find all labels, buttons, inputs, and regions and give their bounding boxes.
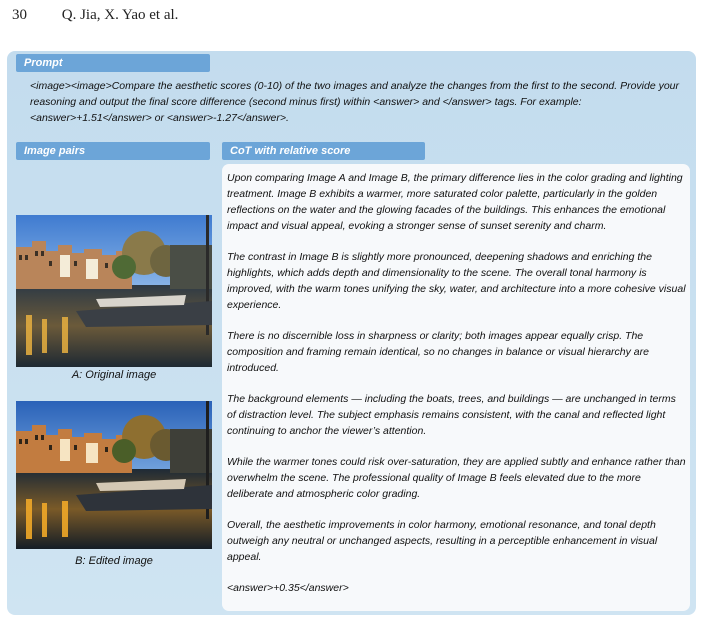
original-image (16, 215, 212, 367)
running-authors: Q. Jia, X. Yao et al. (61, 7, 179, 23)
cot-paragraph-3: There is no discernible loss in sharpness or clarity; both images appear equally crisp. The composition and framing remain identical, so no changes in balance or visual hierarchy are introduced. (227, 330, 649, 374)
cot-answer: <answer>+0.35</answer> (227, 582, 349, 594)
cot-paragraph-6: Overall, the aesthetic improvements in color harmony, emotional resonance, and tonal depth outweigh any neutral or unchanged aspects, resulting in a perceptible enhancement in visual appeal. (227, 519, 658, 563)
caption-a: A: Original image (71, 369, 157, 381)
cot-paragraph-5: While the warmer tones could risk over-saturation, they are applied subtly and enhance rather than overwhelm the scene. The professional quality of Image B feels elevated due to the more deliberate and atmospheric color grading. (227, 456, 686, 500)
caption-b: B: Edited image (75, 555, 153, 567)
page-number: 30 (12, 7, 27, 23)
cot-label: CoT with relative score (222, 142, 425, 160)
edited-image (16, 401, 212, 549)
cot-paragraph-2: The contrast in Image B is slightly more pronounced, deepening shadows and enriching the highlights, which adds depth and dimensionality to the scene. The overall tonal harmony is improved, with the warm tones unifying the sky, water, and architecture into a more cohesive visual experience. (227, 251, 686, 311)
prompt-label: Prompt (16, 54, 210, 72)
cot-paragraph-4: The background elements — including the boats, trees, and buildings — are unchanged in terms of distraction level. The subject emphasis remains consistent, with the canal and reflected light continuing to anchor the viewer’s attention. (227, 393, 676, 437)
prompt-text: <image><image>Compare the aesthetic scores (0-10) of the two images and analyze the changes from the first to the second. Provide your reasoning and output the final score difference (second minus first) within <answer> and </answer> tags. For example: <answer>+1.51</answer> or <answer>-1.27</answer>. (30, 80, 680, 124)
cot-text (227, 170, 687, 611)
page-header (12, 7, 178, 24)
cot-paragraph-1: Upon comparing Image A and Image B, the primary difference lies in the color grading and lighting treatment. Image B exhibits a warmer, more saturated color palette, particularly in the golden reflections on the water and the glowing facades of the buildings. This enhances the emotional impact and visual appeal, evoking a stronger sense of sunset serenity and charm. (227, 172, 683, 232)
image-pairs-label: Image pairs (16, 142, 210, 160)
